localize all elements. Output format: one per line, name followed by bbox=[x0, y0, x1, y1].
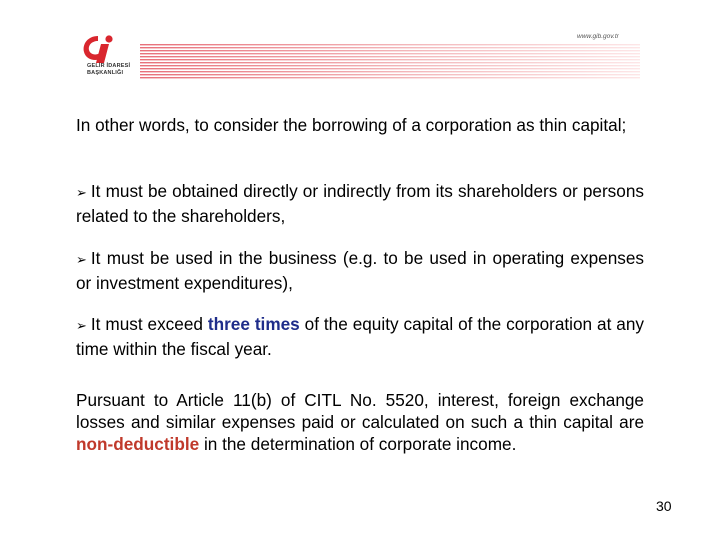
logo-line2: BAŞKANLIĞI bbox=[87, 69, 124, 76]
bullet-text: It must exceed bbox=[90, 314, 208, 335]
closing-text: Pursuant to Article 11(b) of CITL No. 5520, interest, foreign exchange losses and similar expenses paid or calculated on such a thin capital are bbox=[76, 390, 644, 433]
highlight-three-times: three times bbox=[207, 314, 300, 335]
intro-paragraph: In other words, to consider the borrowing of a corporation as thin capital; bbox=[76, 115, 627, 136]
slide-header bbox=[0, 0, 720, 92]
arrow-bullet-icon: ➢ bbox=[76, 319, 87, 335]
bullet-item bbox=[76, 180, 644, 227]
website-url: www.gib.gov.tr bbox=[577, 33, 619, 40]
bullet-text: It must be obtained directly or indirectly from its shareholders or persons related to the shareholders, bbox=[76, 181, 644, 227]
closing-paragraph bbox=[76, 389, 644, 455]
closing-text-suffix: in the determination of corporate income. bbox=[199, 434, 517, 455]
bullet-text: It must be used in the business (e.g. to be used in operating expenses or investment expenditures), bbox=[76, 248, 644, 294]
bullet-item bbox=[76, 247, 644, 294]
logo-text bbox=[87, 63, 130, 76]
page-number: 30 bbox=[656, 498, 672, 514]
logo-line1: GELİR İDARESİ bbox=[87, 63, 131, 69]
bullet-text-suffix: of the equity capital of the corporation at any time within the fiscal year. bbox=[76, 314, 644, 360]
bullet-item bbox=[76, 313, 644, 360]
arrow-bullet-icon: ➢ bbox=[76, 186, 87, 202]
header-stripes bbox=[140, 44, 640, 80]
highlight-non-deductible: non-deductible bbox=[76, 434, 200, 455]
arrow-bullet-icon: ➢ bbox=[76, 253, 87, 269]
gib-logo-icon bbox=[80, 34, 120, 64]
